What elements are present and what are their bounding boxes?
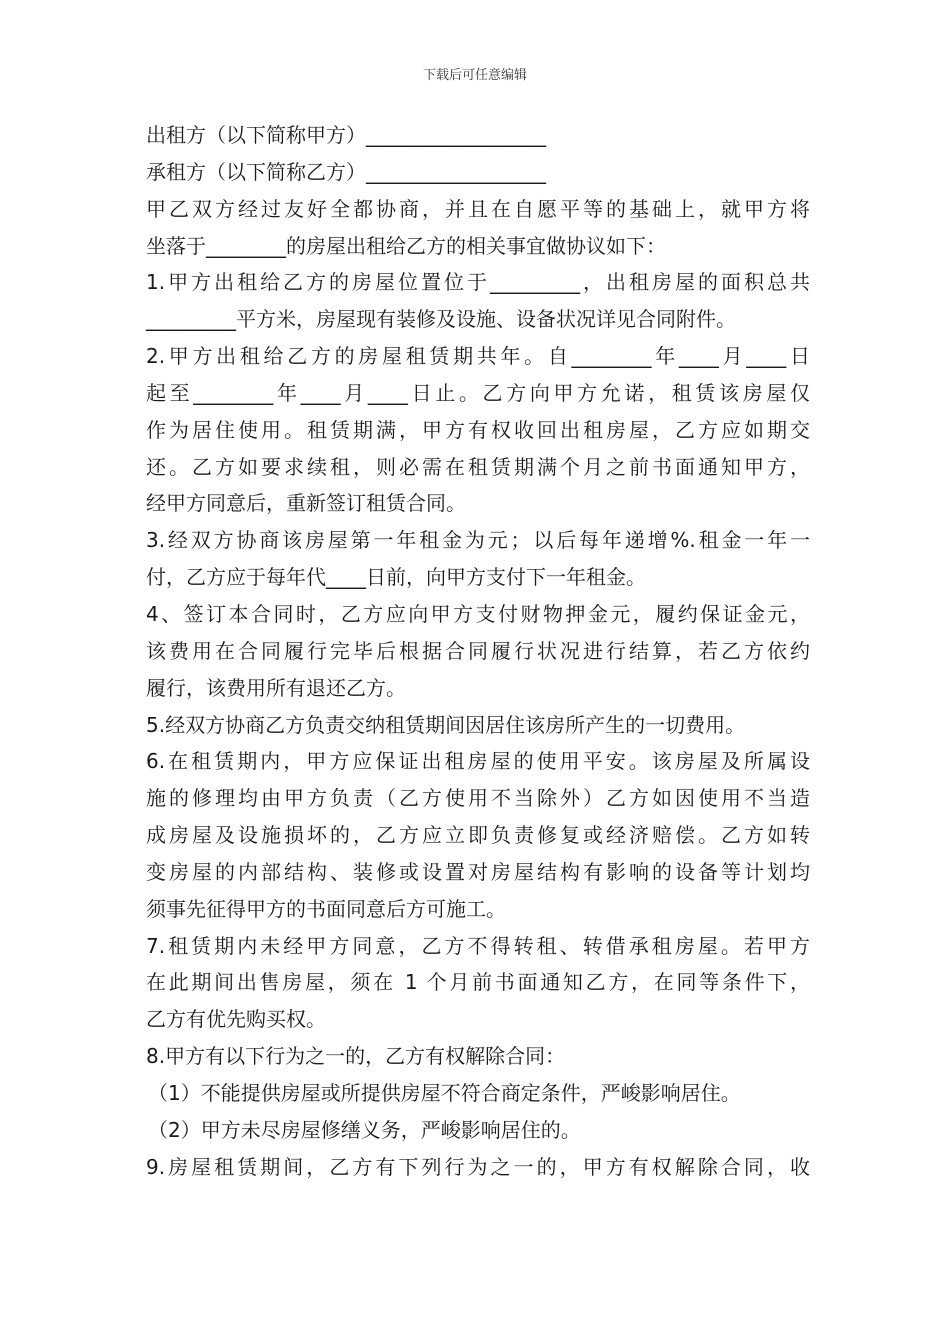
clause-2-line-1: 2.甲方出租给乙方的房屋租赁期共年。自________年____月____日 xyxy=(146,344,810,369)
clause-5-line-1: 5.经双方协商乙方负责交纳租赁期间因居住该房所产生的一切费用。 xyxy=(146,712,746,737)
clause-2-line-2: 起至________年____月____日止。乙方向甲方允诺，租赁该房屋仅 xyxy=(146,380,810,405)
clause-9-line-1: 9.房屋租赁期间，乙方有下列行为之一的，甲方有权解除合同，收 xyxy=(146,1154,810,1179)
contract-body xyxy=(146,117,810,1185)
clause-6-line-4: 变房屋的内部结构、装修或设置对房屋结构有影响的设备等计划均 xyxy=(146,859,810,884)
clause-8-line-1: 8.甲方有以下行为之一的，乙方有权解除合同： xyxy=(146,1044,566,1069)
clause-2-line-3: 作为居住使用。租赁期满，甲方有权收回出租房屋，乙方应如期交 xyxy=(146,417,810,442)
clause-3-line-1: 3.经双方协商该房屋第一年租金为元；以后每年递增%.租金一年一 xyxy=(146,528,810,553)
clause-6-line-5: 须事先征得甲方的书面同意后方可施工。 xyxy=(146,896,506,921)
clause-6-line-1: 6.在租赁期内，甲方应保证出租房屋的使用平安。该房屋及所属设 xyxy=(146,749,810,774)
clause-4-line-3: 履行，该费用所有退还乙方。 xyxy=(146,675,406,700)
clause-1-line-2: _________平方米，房屋现有装修及设施、设备状况详见合同附件。 xyxy=(146,307,736,332)
clause-4-line-1: 4、签订本合同时，乙方应向甲方支付财物押金元，履约保证金元， xyxy=(146,601,810,626)
preamble-line-1: 甲乙双方经过友好全都协商，并且在自愿平等的基础上，就甲方将 xyxy=(146,196,810,221)
preamble-line-2: 坐落于________的房屋出租给乙方的相关事宜做协议如下： xyxy=(146,233,666,258)
clause-7-line-1: 7.租赁期内未经甲方同意，乙方不得转租、转借承租房屋。若甲方 xyxy=(146,933,810,958)
clause-4-line-2: 该费用在合同履行完毕后根据合同履行状况进行结算，若乙方依约 xyxy=(146,638,810,663)
clause-8-item-1: （1）不能提供房屋或所提供房屋不符合商定条件，严峻影响居住。 xyxy=(148,1080,741,1105)
clause-6-line-2: 施的修理均由甲方负责（乙方使用不当除外）乙方如因使用不当造 xyxy=(146,786,810,811)
clause-8-item-2: （2）甲方未尽房屋修缮义务，严峻影响居住的。 xyxy=(148,1117,581,1142)
clause-2-line-4: 还。乙方如要求续租，则必需在租赁期满个月之前书面通知甲方， xyxy=(146,454,810,479)
page-header: 下载后可任意编辑 xyxy=(422,68,527,83)
lessee-line: 承租方（以下简称乙方）__________________ xyxy=(146,159,546,184)
clause-7-line-3: 乙方有优先购买权。 xyxy=(146,1007,326,1032)
clause-2-line-5: 经甲方同意后，重新签订租赁合同。 xyxy=(146,491,466,516)
clause-3-line-2: 付，乙方应于每年代____日前，向甲方支付下一年租金。 xyxy=(146,565,646,590)
clause-6-line-3: 成房屋及设施损坏的，乙方应立即负责修复或经济赔偿。乙方如转 xyxy=(146,823,810,848)
clause-7-line-2: 在此期间出售房屋，须在 1 个月前书面通知乙方，在同等条件下， xyxy=(146,970,810,995)
lessor-line: 出租方（以下简称甲方）__________________ xyxy=(146,123,546,147)
clause-1-line-1: 1.甲方出租给乙方的房屋位置位于_________，出租房屋的面积总共 xyxy=(146,270,810,295)
